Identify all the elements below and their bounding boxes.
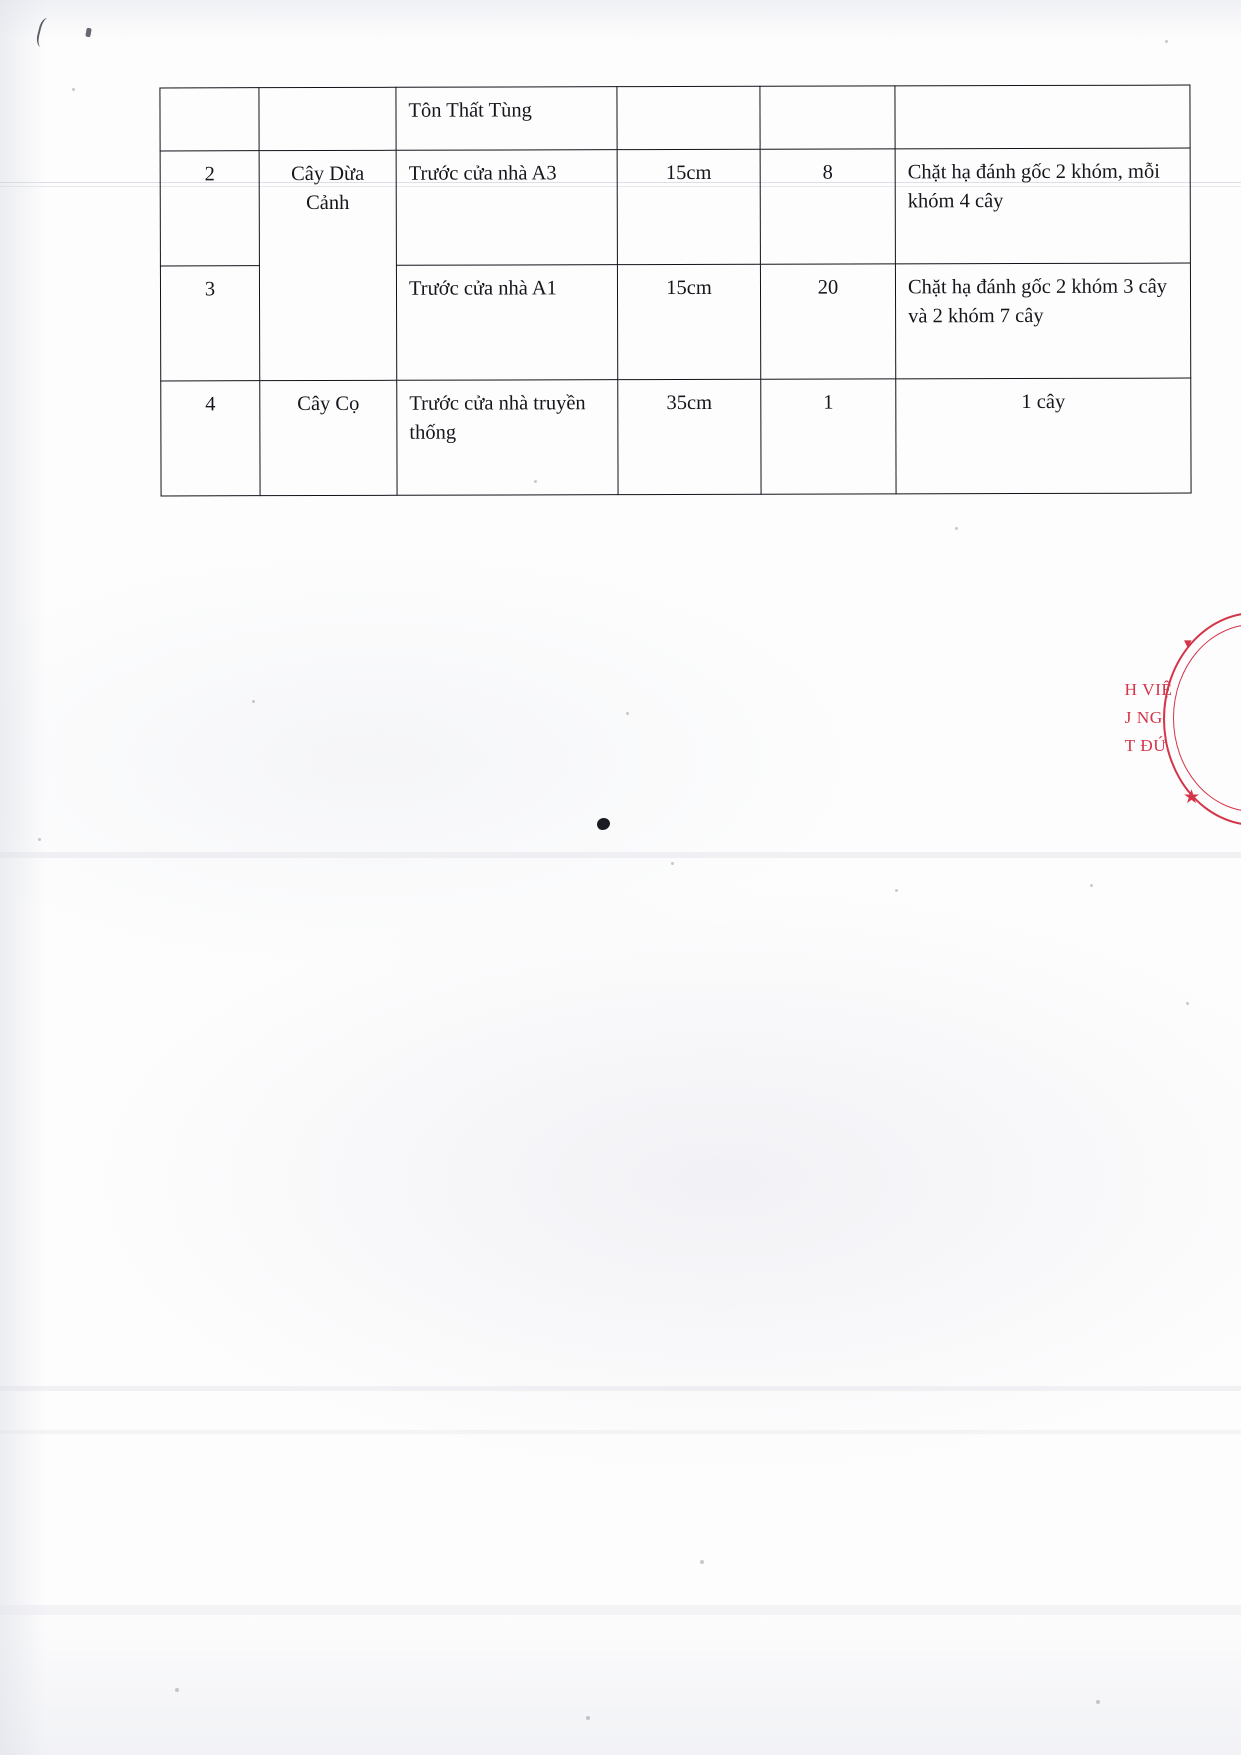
cell-size [617,86,760,149]
table-row [160,85,1190,151]
scan-speck [38,838,41,841]
scan-speck [72,88,75,91]
cell-no [160,88,259,151]
cell-place: Trước cửa nhà truyền thống [397,380,618,496]
scan-speck [626,712,629,715]
cell-qty: 1 [761,379,896,494]
cell-no: 4 [161,381,260,496]
scan-speck [1096,1700,1100,1704]
cell-kind [259,87,396,150]
cell-kind: Cây Cọ [260,380,397,495]
scan-artifact-band [0,1605,1241,1615]
scan-speck [1165,40,1168,43]
cell-qty: 8 [760,149,895,264]
cell-size: 15cm [617,149,760,264]
cell-no: 3 [160,266,259,381]
stamp-text-line2: J NG [1124,708,1163,727]
cell-no: 2 [160,151,259,266]
stamp-caret-icon: ▾ [1184,636,1192,652]
stamp-text-line3: T ĐỨ [1124,736,1168,755]
cell-place: Trước cửa nhà A3 [396,150,617,266]
scan-artifact-band [0,852,1241,858]
official-stamp [1121,612,1241,822]
scan-speck [175,1688,179,1692]
tree-removal-table [159,85,1191,497]
scan-speck [1186,1002,1189,1005]
stamp-text-line1: H VIỆ [1124,680,1173,699]
scan-speck [895,889,898,892]
scan-speck [700,1560,704,1564]
table-row [161,378,1191,496]
cell-note: Chặt hạ đánh gốc 2 khóm 3 cây và 2 khóm 7 cây [895,263,1190,379]
cell-note: 1 cây [896,378,1191,494]
scan-speck [955,527,958,530]
cell-note: Chặt hạ đánh gốc 2 khóm, mỗi khóm 4 cây [895,148,1190,264]
scan-artifact-band [0,1430,1241,1434]
cell-place: Trước cửa nhà A1 [396,265,617,381]
scan-speck [1090,884,1093,887]
scan-speck [671,862,674,865]
cell-note [895,85,1190,149]
cell-size: 15cm [617,264,760,379]
scan-artifact-band [0,1386,1241,1391]
table-row [160,148,1190,266]
stamp-star-icon: ★ [1183,787,1201,808]
cell-qty: 20 [760,264,895,379]
cell-kind: Cây Dừa Cảnh [259,150,397,380]
cell-place: Tôn Thất Tùng [396,87,617,151]
scan-speck [252,700,255,703]
cell-size: 35cm [618,379,761,494]
cell-qty [760,86,895,149]
scan-speck [586,1716,590,1720]
